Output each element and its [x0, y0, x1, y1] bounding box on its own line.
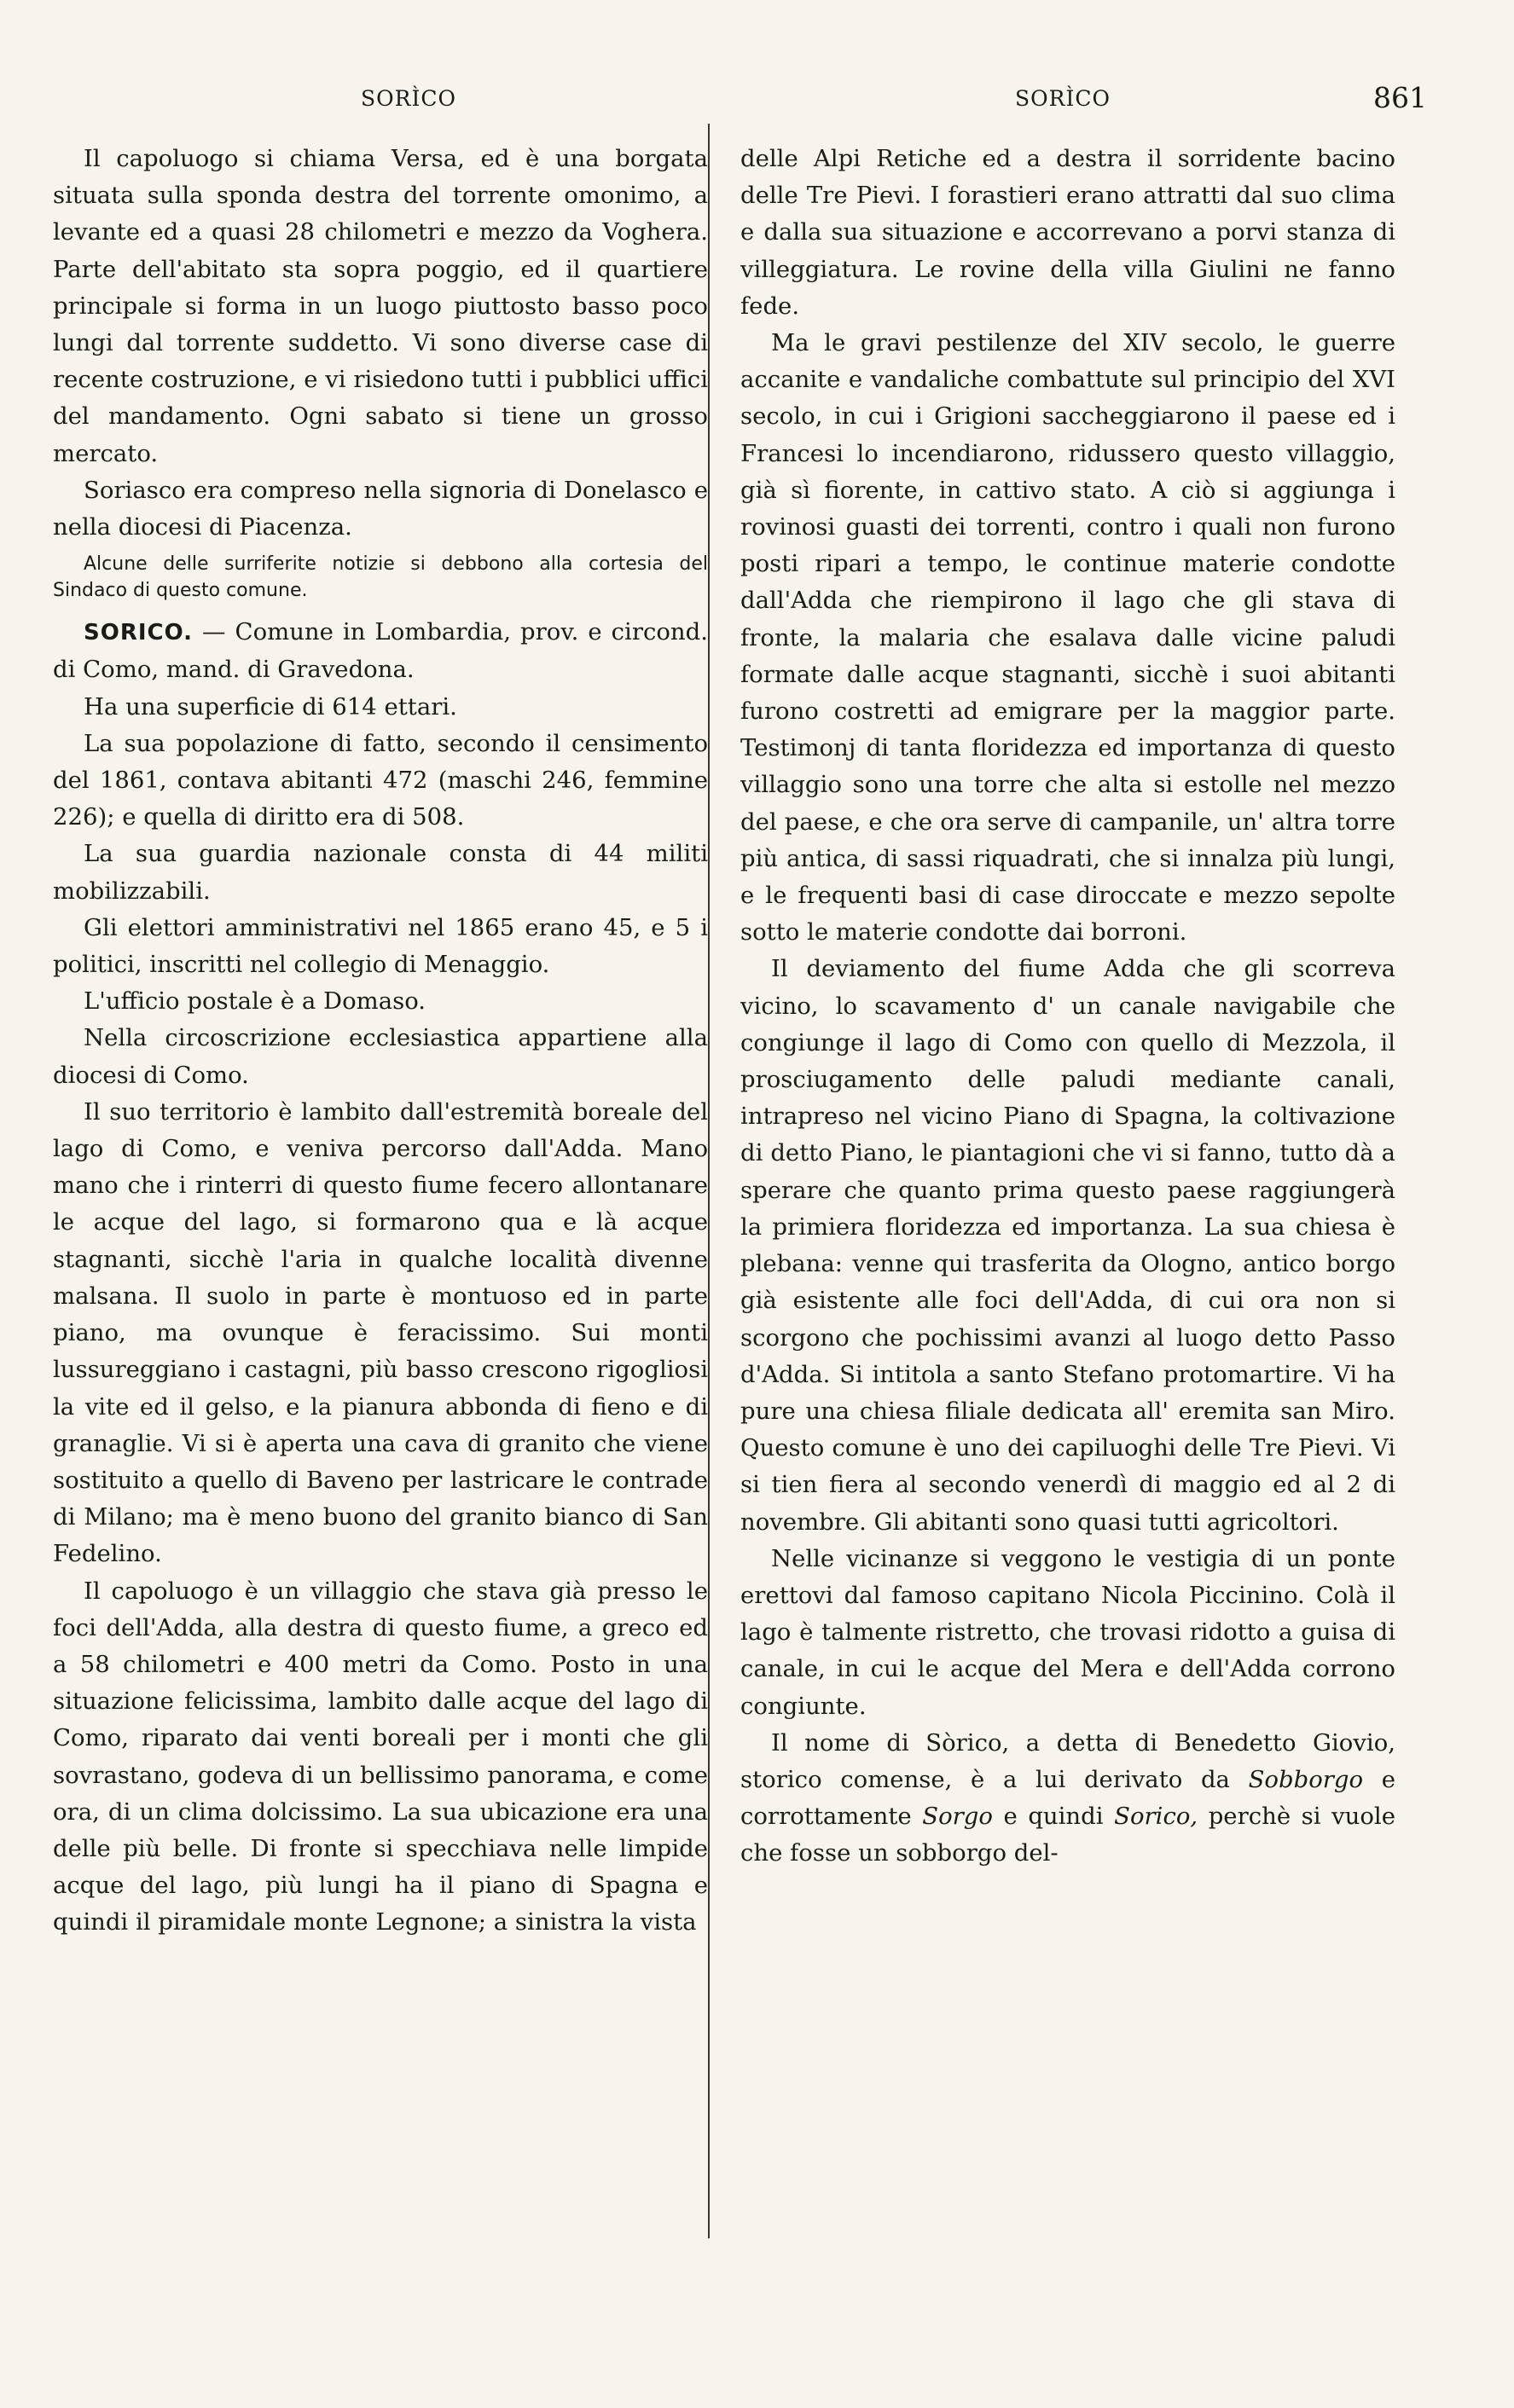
paragraph: La sua guardia nazionale consta di 44 militi mobilizzabili. — [53, 840, 708, 905]
paragraph: Ma le gravi pestilenze del XIV secolo, le guerre accanite e vandaliche combattute sul principio del XVI secolo, in cui i Grigioni saccheggiarono il paese ed i Francesi lo incendiarono, ridussero questo villaggio, già sì fiorente, in cattivo stato. A ciò si aggiunga i rovinosi guasti dei torrenti, contro i quali non furono posti ripari a tempo, le continue materie condotte dall'Adda che riempirono il lago che gli stava di fronte, la malaria che esalava dalle vicine paludi formate dalle acque stagnanti, sicchè i suoi abitanti furono costretti ad emigrare per la maggior parte. Testimonj di tanta floridezza ed importanza di questo villaggio sono una torre che alta si estolle nel mezzo del paese, e che ora serve di campanile, un' altra torre più antica, di sassi riquadrati, che si innalza più lungi, e le frequenti basi di case diroccate e mezzo sepolte sotto le materie condotte dai borroni. — [740, 329, 1395, 946]
entry-definition: — Comune in Lombardia, prov. e circond. di Como, mand. di Gravedona. — [53, 618, 708, 684]
footnote: Alcune delle surriferite notizie si debbono alla cortesia del Sindaco di questo comune. — [53, 553, 708, 602]
paragraph: Il capoluogo si chiama Versa, ed è una borgata situata sulla sponda destra del torrente omonimo, a levante ed a quasi 28 chilometri e mezzo da Voghera. Parte dell'abitato sta sopra poggio, ed il quartiere principale si forma in un luogo piuttosto basso poco lungi dal torrente suddetto. Vi sono diverse case di recente costruzione, e vi risiedono tutti i pubblici uffici del mandamento. Ogni sabato si tiene un grosso mercato. — [53, 145, 708, 467]
italic-term: Sobborgo — [1248, 1765, 1364, 1793]
paragraph: Il deviamento del fiume Adda che gli scorreva vicino, lo scavamento d' un canale navigabile che congiunge il lago di Como con quello di Mezzola, il prosciugamento delle paludi mediante canali, intrapreso nel vicino Piano di Spagna, la coltivazione di detto Piano, le piantagioni che vi si fanno, tutto dà a sperare che quanto prima questo paese raggiungerà la primiera floridezza ed importanza. La sua chiesa è plebana: venne qui trasferita da Ologno, antico borgo già esistente alle foci dell'Adda, di cui ora non si scorgono che pochissimi avanzi al luogo detto Passo d'Adda. Si intitola a santo Stefano protomartire. Vi ha pure una chiesa filiale dedicata all' eremita san Miro. Questo comune è uno dei capiluoghi delle Tre Pievi. Vi si tien fiera al secondo venerdì di maggio ed al 2 di novembre. Gli abitanti sono quasi tutti agricoltori. — [740, 955, 1395, 1536]
right-column — [740, 90, 1395, 1873]
text-run: Il nome di Sòrico, a detta di Benedetto Giovio, storico comense, è a lui derivato da — [740, 1728, 1395, 1793]
paragraph: Il suo territorio è lambito dall'estremità boreale del lago di Como, e veniva percorso dall'Adda. Mano mano che i rinterri di questo fiume fecero allontanare le acque del lago, si formarono qua e là acque stagnanti, sicchè l'aria in qualche località divenne malsana. Il suolo in parte è montuoso ed in parte piano, ma ovunque è feracissimo. Sui monti lussureggiano i castagni, più basso crescono rigogliosi la vite ed il gelso, e la pianura abbonda di fieno e di granaglie. Vi si è aperta una cava di granito che viene sostituito a quello di Baveno per lastricare le contrade di Milano; ma è meno buono del granito bianco di San Fedelino. — [53, 1097, 708, 1568]
italic-term: Sorgo — [922, 1803, 993, 1831]
text-run: e quindi — [992, 1803, 1115, 1831]
paragraph: L'ufficio postale è a Domaso. — [84, 987, 426, 1016]
paragraph: Ha una superficie di 614 ettari. — [84, 692, 457, 721]
column-divider — [708, 124, 710, 2238]
paragraph — [740, 1725, 1395, 1873]
italic-term: Sorico, — [1114, 1803, 1198, 1831]
text-run: perchè si vuole che fosse un sobborgo del- — [740, 1803, 1395, 1867]
paragraph: Il capoluogo è un villaggio che stava già presso le foci dell'Adda, alla destra di questo fiume, a greco ed a 58 chilometri e 400 metri da Como. Posto in una situazione felicissima, lambito dalle acque del lago di Como, riparato dai venti boreali per i monti che gli sovrastano, godeva di un bellissimo panorama, e come ora, di un clima dolcissimo. La sua ubicazione era una delle più belle. Di fronte si specchiava nelle limpide acque del lago, più lungi ha il piano di Spagna e quindi il piramidale monte Legnone; a sinistra la vista — [53, 1577, 708, 1936]
text-run: e corrottamente — [740, 1765, 1395, 1831]
paragraph: Nella circoscrizione ecclesiastica appartiene alla diocesi di Como. — [53, 1024, 708, 1089]
paragraph: Soriasco era compreso nella signoria di Donelasco e nella diocesi di Piacenza. — [53, 476, 708, 541]
paragraph: Nelle vicinanze si veggono le vestigia di un ponte erettovi dal famoso capitano Nicola Piccinino. Colà il lago è talmente ristretto, che trovasi ridotto a guisa di canale, in cui le acque del Mera e dell'Adda corrono congiunte. — [740, 1544, 1395, 1720]
left-column — [53, 90, 708, 1942]
entry-headword: SORICO. — [84, 620, 194, 646]
paragraph: Gli elettori amministrativi nel 1865 erano 45, e 5 i politici, inscritti nel collegio di Menaggio. — [53, 913, 708, 979]
running-head-right: SORÌCO — [1015, 86, 1111, 111]
paragraph: delle Alpi Retiche ed a destra il sorridente bacino delle Tre Pievi. I forastieri erano attratti dal suo clima e dalla sua situazione e accorrevano a porvi stanza di villeggiatura. Le rovine della villa Giulini ne fanno fede. — [740, 145, 1395, 320]
running-head-left: SORÌCO — [361, 86, 456, 111]
dictionary-entry — [53, 614, 708, 688]
paragraph: La sua popolazione di fatto, secondo il censimento del 1861, contava abitanti 472 (maschi 246, femmine 226); e quella di diritto era di 508. — [53, 729, 708, 831]
page-number: 861 — [1373, 81, 1427, 114]
